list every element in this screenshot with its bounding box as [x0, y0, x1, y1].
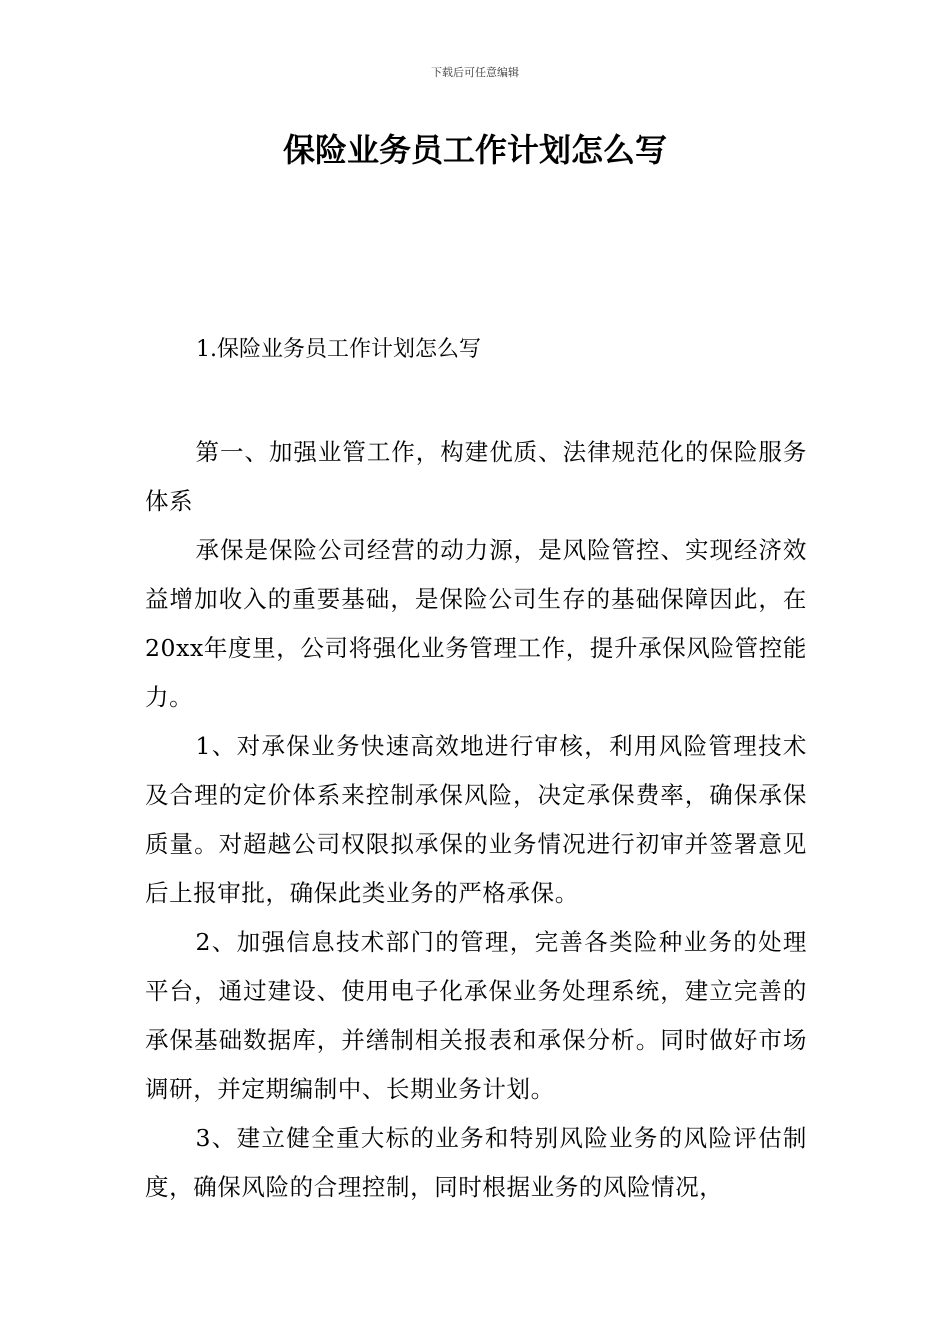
paragraph-heading-first: 第一、加强业管工作，构建优质、法律规范化的保险服务体系 — [145, 438, 807, 515]
header-note: 下载后可任意编辑 — [431, 66, 519, 79]
paragraph-item-3: 3、建立健全重大标的业务和特别风险业务的风险评估制度，确保风险的合理控制，同时根据业务的风险情况， — [145, 1124, 807, 1201]
paragraph-intro: 承保是保险公司经营的动力源，是风险管控、实现经济效益增加收入的重要基础，是保险公司生存的基础保障因此，在20xx年度里，公司将强化业务管理工作，提升承保风险管控能力。 — [145, 536, 807, 711]
section-heading: 1.保险业务员工作计划怎么写 — [196, 337, 481, 362]
document-body — [145, 428, 807, 1212]
document-title: 保险业务员工作计划怎么写 — [282, 131, 667, 169]
paragraph-item-1: 1、对承保业务快速高效地进行审核，利用风险管理技术及合理的定价体系来控制承保风险，决定承保费率，确保承保质量。对超越公司权限拟承保的业务情况进行初审并签署意见后上报审批，确保此类业务的严格承保。 — [145, 732, 807, 907]
paragraph-item-2: 2、加强信息技术部门的管理，完善各类险种业务的处理平台，通过建设、使用电子化承保业务处理系统，建立完善的承保基础数据库，并缮制相关报表和承保分析。同时做好市场调研，并定期编制中、长期业务计划。 — [145, 928, 807, 1103]
